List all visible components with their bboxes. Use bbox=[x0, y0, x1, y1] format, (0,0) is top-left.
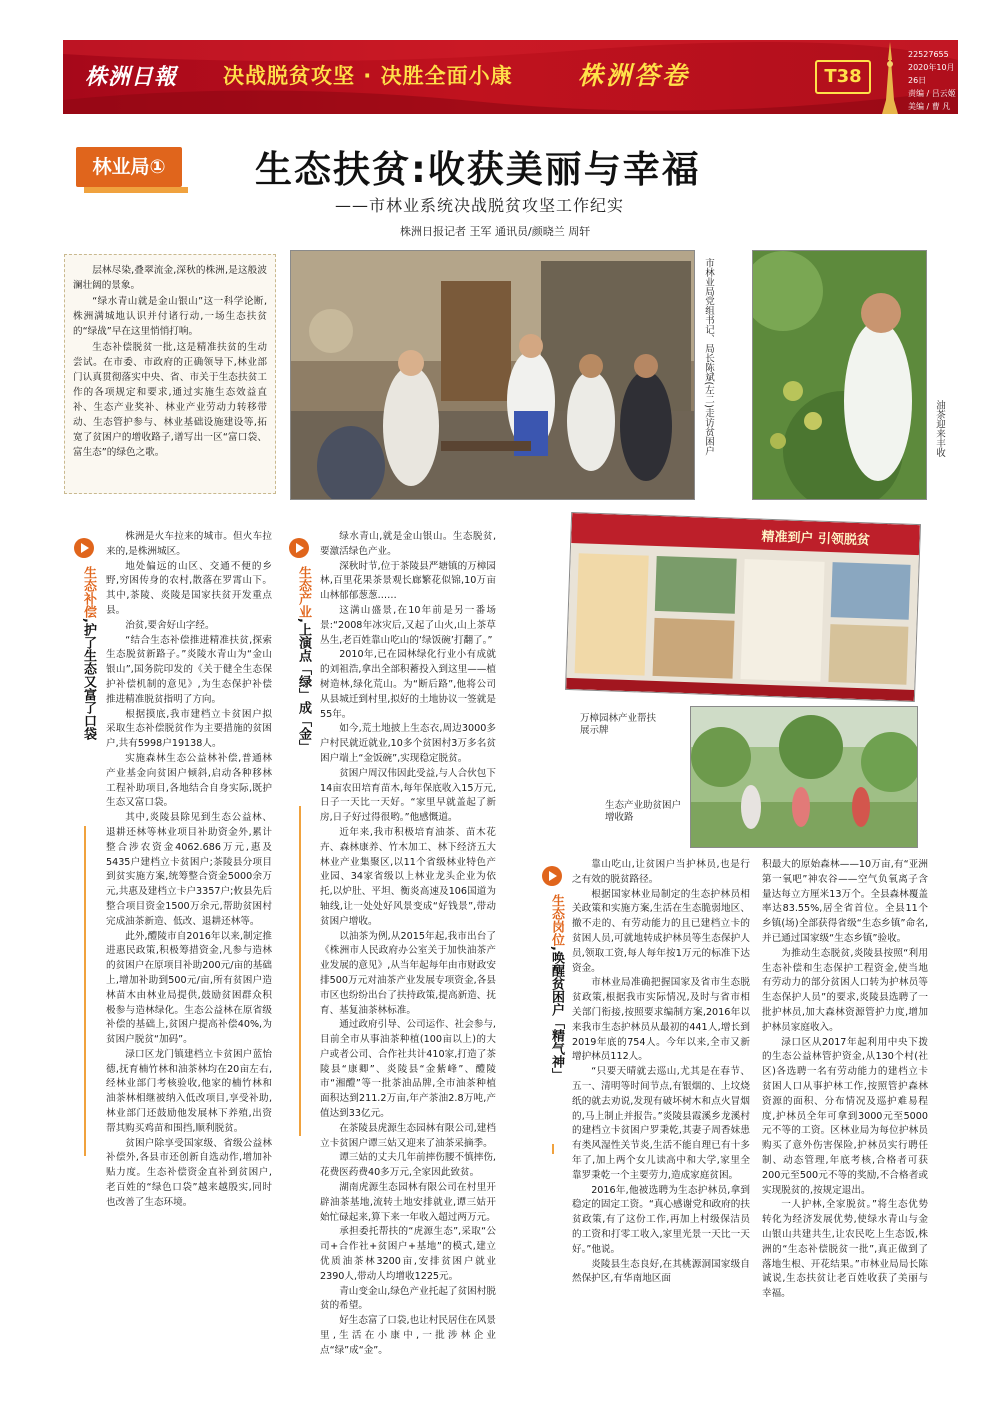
photo-visit-poor-household bbox=[290, 250, 695, 500]
board-title: 精准到户 引领脱贫 bbox=[761, 529, 871, 549]
photo-exhibition-board bbox=[565, 512, 921, 702]
body-paragraph: 贫困户除享受国家级、省级公益林补偿外,各县市还创新自选动作,增加补贴力度。生态补偿资金直补到贫困户,老百姓的“绿色口袋”越来越殷实,同时也改善了生态环境。 bbox=[106, 1137, 272, 1208]
section-tag-subtitle: ,唤醒贫困户「精气神」 bbox=[549, 946, 564, 1081]
article-byline: 株洲日报记者 王军 通讯员/颜晓兰 周轩 bbox=[400, 225, 591, 238]
body-paragraph: 渌口区从2017年起利用中央下拨的生态公益林管护资金,从130个村(社区)各选聘一名有劳动能力的建档立卡贫困人口从事护林工作,按照管护森林资源的面积、分布情况及巡护难易程度,护林员全年可拿到3000元至5000元不等的工资。区林业局为每位护林员购买了意外伤害保险,护林员实行聘任制、动态管理,年底考核,合格者可获200元至500元不等的奖励,不合格者或实现脱贫的,按规定退出。 bbox=[762, 1036, 928, 1196]
section-tag-subtitle: ,护了生态又富了口袋 bbox=[81, 618, 96, 740]
photo-caption: 万樟园林产业帮扶展示牌 bbox=[580, 713, 657, 736]
body-paragraph: 株洲是火车拉来的城市。但火车拉来的,是株洲城区。 bbox=[106, 531, 272, 557]
section-tag-title: 生态产业 bbox=[296, 566, 311, 618]
body-paragraph: 如今,荒土地披上生态衣,周边3000多户村民就近就业,10多个贫困村3万多名贫困户端上“金饭碗”,实现稳定脱贫。 bbox=[320, 723, 496, 764]
photo-caption: 市林业局党组书记、局长陈斌(左二)走访贫困户 bbox=[703, 258, 714, 456]
body-paragraph: 通过政府引导、公司运作、社会参与,目前全市从事油茶种植(100亩以上)的大户或者公司、合作社共计410家,打造了茶陵县“康卿”、炎陵县“金紫峰”、醴陵市“湘醴”等一批茶油品牌,全市油茶种植面积达到211.2万亩,年产茶油2.8万吨,产值达到33亿元。 bbox=[320, 1019, 496, 1120]
banner-meta bbox=[908, 48, 958, 113]
section-tag-eco-industry bbox=[287, 566, 313, 806]
tower-icon bbox=[878, 40, 902, 114]
body-paragraph: 深秋时节,位于茶陵县严塘镇的万樟园林,百里花果茶景观长廊繁花似锦,10万亩山林郁郁葱葱…… bbox=[320, 560, 496, 602]
body-paragraph: 好生态富了口袋,也让村民居住在风景里,生活在小康中,一批涉林企业点“绿”成“金”。 bbox=[320, 1315, 496, 1356]
section-tag-title: 生态补偿 bbox=[81, 566, 96, 618]
body-paragraph: 青山变金山,绿色产业托起了贫困村脱贫的希望。 bbox=[320, 1285, 496, 1312]
column-section3b bbox=[762, 858, 928, 1302]
body-paragraph: 在茶陵县虎源生态园林有限公司,建档立卡贫困户谭三姑又迎来了油茶采摘季。 bbox=[320, 1122, 496, 1149]
lead-paragraph: 生态补偿脱贫一批,这是精准扶贫的生动尝试。在市委、市政府的正确领导下,林业部门认真贯彻落实中央、省、市关于生态扶贫工作的各项规定和要求,通过实施生态效益直补、生态产业奖补、林业产业劳动力转移带动、生态管护参与、林业基础设施建设等,拓宽了贫困户的增收路子,谱写出一区“富口袋、富生态”的绿色之歌。 bbox=[73, 342, 267, 458]
body-paragraph: 其中,炎陵县除见到生态公益林、退耕还林等林业项目补助资金外,累计整合涉农资金4062.686万元,惠及5435户建档立卡贫困户;茶陵县分项目到贫实施方案,统筹整合资金5000余万元,共惠及建档立卡户3357户;攸县先后整合项目资金1500万余元,帮助贫困村完成油茶新造、低改、退耕还林等。 bbox=[106, 812, 272, 927]
section-divider bbox=[552, 1144, 554, 1154]
page-number: T38 bbox=[815, 60, 871, 94]
body-paragraph: 靠山吃山,让贫困户当护林员,也是行之有效的脱贫路径。 bbox=[572, 859, 750, 885]
banner-phone: 22527655 bbox=[908, 50, 949, 59]
column-section2 bbox=[320, 530, 496, 1359]
section-marker-icon bbox=[74, 538, 94, 558]
banner-designer: 美编 / 曹 凡 bbox=[908, 102, 951, 111]
banner-editor: 责编 / 吕云姬 bbox=[908, 89, 956, 98]
body-paragraph: 绿水青山,就是金山银山。生态脱贫,要激活绿色产业。 bbox=[320, 531, 496, 557]
lead-paragraph: 层林尽染,叠翠流金,深秋的株洲,是这般波澜壮阔的景象。 bbox=[73, 265, 267, 291]
body-paragraph: 地处偏远的山区、交通不便的乡野,穷困传身的农村,散落在罗霄山下。其中,茶陵、炎陵是国家扶贫开发重点县。 bbox=[106, 560, 272, 616]
page-banner bbox=[63, 40, 958, 114]
body-paragraph: 为推动生态脱贫,炎陵县按照“利用生态补偿和生态保护工程资金,使当地有劳动力的部分贫困人口转为护林员等生态保护人员”的要求,炎陵县选聘了一批护林员,加大森林资源管护力度,增加护林员家庭收入。 bbox=[762, 947, 928, 1033]
section-divider bbox=[84, 826, 86, 1156]
section-tag-eco-compensation bbox=[72, 566, 98, 826]
newspaper-logo: 株洲日報 bbox=[85, 64, 178, 90]
body-paragraph: 谭三姑的丈夫几年前摔伤腰不慎摔伤,花费医药费40多万元,全家因此致贫。 bbox=[320, 1152, 496, 1179]
body-paragraph: 治贫,要舍好山字经。 bbox=[125, 619, 215, 631]
lead-box bbox=[64, 254, 276, 494]
body-paragraph: 渌口区龙门镇建档立卡贫困户蓝怡德,抚育楠竹林和油茶林均在20亩左右,经林业部门考核验收,他家的楠竹林和油茶林相继被纳入低改项目,享受补助,林业部门还鼓励他发展林下养殖,出资帮其购买鸡苗和围挡,顺利脱贫。 bbox=[106, 1048, 272, 1134]
body-paragraph: 近年来,我市积极培育油茶、苗木花卉、森林康养、竹木加工、林下经济五大林业产业集聚区,以11个省级林业特色产业园、34家省级以上林业龙头企业为依托,以炉肚、平坦、衡炎高速及106国道为轴线,让一处处好风景变成“好钱景”,带动贫困户增收。 bbox=[320, 826, 496, 927]
body-paragraph: 贫困户周汉伟因此受益,与人合伙包下14亩农田培育苗木,每年保底收入15万元,日子一天比一天好。“家里早就盖起了新房,日子好过得很哟。”他感慨道。 bbox=[320, 767, 496, 824]
body-paragraph: 承担委托帮扶的“虎源生态”,采取“公司+合作社+贫困户+基地”的模式,建立优质油茶林3200亩,安排贫困户就业2390人,带动人均增收1225元。 bbox=[320, 1226, 496, 1282]
body-paragraph: 根据摸底,我市建档立卡贫困户拟采取生态补偿脱贫作为主要措施的贫困户,共有5998户19138人。 bbox=[106, 708, 272, 750]
body-paragraph: 湖南虎源生态园林有限公司在村里开辟油茶基地,流转土地安排就业,谭三姑开始忙碌起来,算下来一年收入超过两万元。 bbox=[320, 1182, 496, 1223]
body-paragraph: 炎陵县生态良好,在其桃源洞国家级自然保护区,有华南地区面 bbox=[572, 1258, 750, 1285]
section-marker-icon bbox=[289, 538, 309, 558]
body-paragraph: 以油茶为例,从2015年起,我市出台了《株洲市人民政府办公室关于加快油茶产业发展的意见》,从当年起每年由市财政安排500万元对油茶产业发展专项资金,各县市区也纷纷出台了扶持政策,提高新造、抚育、基复油茶林标准。 bbox=[320, 930, 496, 1016]
body-paragraph: “只要天晴就去巡山,尤其是在春节、五一、清明等时间节点,有银烟的、上坟烧纸的就去劝说,发现有破坏树木和点火冒烟的,马上制止并报告。”炎陵县霞溪乡龙溪村的建档立卡贫困户罗秉乾,其妻子周香妹患有类风湿性关节炎,生活不能自理已有十多年了,加上两个女儿读高中和大学,家里全靠罗秉乾一个主要劳力,造成家庭贫困。 bbox=[572, 1066, 750, 1181]
section-kicker: 林业局① bbox=[76, 147, 182, 187]
photo-orchard-workers bbox=[690, 706, 918, 848]
article-subheadline: ——市林业系统决战脱贫攻坚工作纪实 bbox=[335, 196, 625, 215]
body-paragraph: 实施森林生态公益林补偿,普通林产业基金向贫困户倾斜,启动各种移林工程补助项目,各地结合自身实际,既护生态又富口袋。 bbox=[106, 752, 272, 809]
column-name: 株洲答卷 bbox=[578, 61, 691, 90]
body-paragraph: 2010年,已在园林绿化行业小有成就的刘祖浩,拿出全部积蓄投入到这里——植树造林,绿化荒山。为“断后路”,他将公司从县城迁到村里,拟好的土地协议一签就是55年。 bbox=[320, 649, 496, 720]
section-marker-icon bbox=[542, 866, 562, 886]
body-paragraph: 市林业局准确把握国家及省市生态脱贫政策,根据我市实际情况,及时与省市相关部门衔接,按照要求编制方案,2016年以来我市生态护林员从最初的441人,增长到2019年底的754人。今年以来,全市又新增护林员112人。 bbox=[572, 977, 750, 1063]
body-paragraph: 2016年,他被选聘为生态护林员,拿到稳定的固定工资。“真心感谢党和政府的扶贫政策,有了这份工作,再加上村级保洁员的工资和打零工收入,家里光景一天比一天好。”他说。 bbox=[572, 1184, 750, 1255]
photo-orchard-illustration bbox=[691, 707, 917, 847]
section-tag-eco-post bbox=[540, 894, 566, 1144]
section-tag-title: 生态岗位 bbox=[549, 894, 564, 946]
body-paragraph: 一人护林,全家脱贫。”将生态优势转化为经济发展优势,使绿水青山与金山银山共建共生,让农民吃上生态饭,株洲的“生态补偿脱贫一批”,真正做到了落地生根、开花结果。”市林业局局长陈诚说,生态扶贫让老百姓收获了美丽与幸福。 bbox=[762, 1199, 928, 1300]
body-paragraph: 积最大的原始森林——10万亩,有“亚洲第一氧吧”神农谷——空气负氧离子含量达每立方厘米13万个。全县森林覆盖率达83.55%,居全省首位。全县11个乡镇(场)全部获得省级“生态乡镇”命名,并已通过国家级“生态乡镇”验收。 bbox=[762, 859, 928, 944]
photo-visit-illustration bbox=[291, 251, 694, 499]
photo-oil-tea-harvest bbox=[752, 250, 927, 500]
body-paragraph: 根据国家林业局制定的生态护林员相关政策和实施方案,生活在生态脆弱地区、撤不走的、有劳动能力的且已建档立卡的贫困人员,可就地转成护林员等生态保护人员,领取工资,每人每年按1万元的标准下达资金。 bbox=[572, 888, 750, 974]
section-divider bbox=[299, 806, 301, 1136]
photo-caption: 油茶迎来丰收 bbox=[934, 400, 945, 457]
lead-paragraph: “绿水青山就是金山银山”这一科学论断,株洲满城地认识并付诸行动,一场生态扶贫的“绿战”早在这里悄悄打响。 bbox=[73, 296, 267, 337]
column-section3a bbox=[572, 858, 750, 1287]
body-paragraph: 这满山盛景,在10年前是另一番场景:“2008年冰灾后,又起了山火,山上茶草丛生,老百姓靠山吃山的‘绿饭碗’打翻了。” bbox=[320, 604, 496, 646]
photo-caption: 生态产业助贫困户增收路 bbox=[605, 800, 682, 823]
body-paragraph: 此外,醴陵市自2016年以来,制定推进惠民政策,积极筹措资金,凡参与造林的贫困户在原项目补助200元/亩的基础上,增加补助到500元/亩,所有贫困户造林苗木由林业局提供,鼓励贫困群众积极参与造林绿化。生态公益林在原省级补偿的基础上,贫困户提高补偿40%,为贫困户脱贫“加码”。 bbox=[106, 930, 272, 1046]
section-tag-subtitle: ,上演点「绿」成「金」 bbox=[296, 618, 311, 753]
body-paragraph: “结合生态补偿推进精准扶贫,探索生态脱贫新路子。”炎陵水青山为“金山银山”,国务院印发的《关于健全生态保护补偿机制的意见》,为生态保护补偿推进精准脱贫指明了方向。 bbox=[106, 634, 272, 705]
banner-date: 2020年10月26日 bbox=[908, 63, 955, 85]
banner-slogan: 决战脱贫攻坚 · 决胜全面小康 bbox=[223, 64, 513, 88]
column-section1 bbox=[106, 530, 272, 1211]
article-headline: 生态扶贫:收获美丽与幸福 bbox=[255, 148, 701, 191]
photo-oil-tea-illustration bbox=[753, 251, 926, 499]
